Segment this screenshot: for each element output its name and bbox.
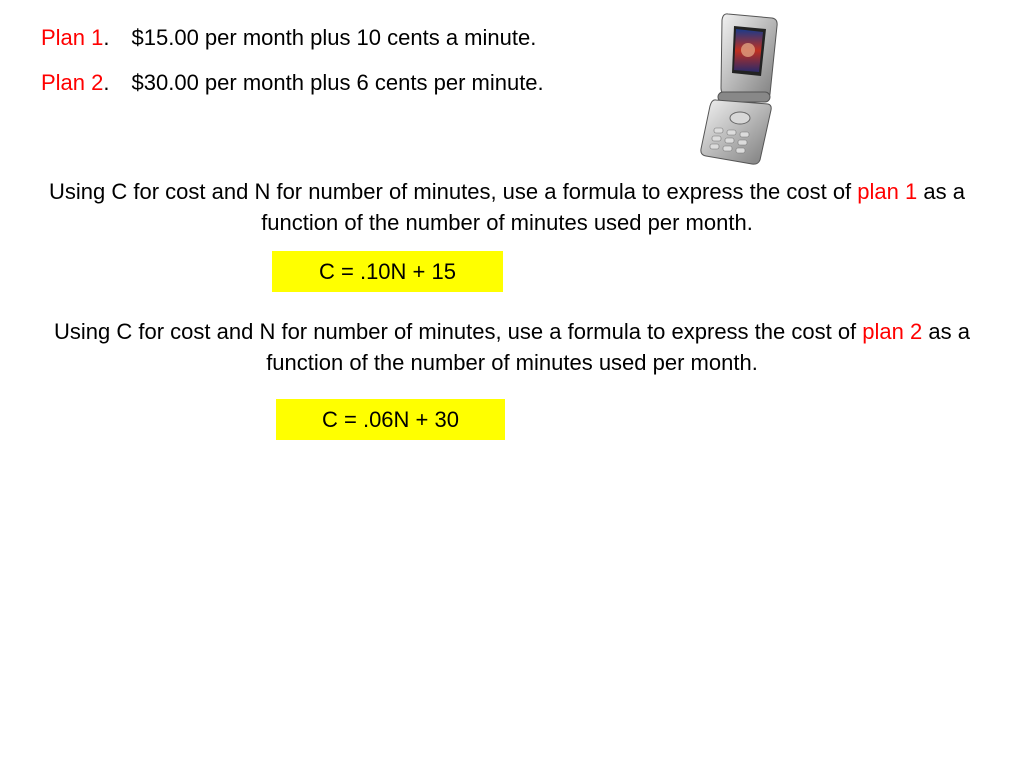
plan-1-description: $15.00 per month plus 10 cents a minute.	[131, 25, 537, 50]
plan-2-line	[41, 70, 544, 96]
flip-phone-icon	[688, 10, 788, 166]
plan-1-punct: .	[103, 25, 110, 50]
plan-2-punct: .	[103, 70, 110, 95]
answer-2-formula: C = .06N + 30	[322, 407, 459, 432]
answer-2-box	[276, 399, 505, 440]
question-1	[27, 176, 987, 238]
question-2-prefix: Using C for cost and N for number of minutes, use a formula to express the cost of	[54, 319, 863, 344]
answer-1-box	[272, 251, 503, 292]
answer-1-formula: C = .10N + 15	[319, 259, 456, 284]
plan-1-line	[41, 25, 536, 51]
plan-1-name: Plan 1	[41, 25, 104, 50]
question-2-highlight: plan 2	[862, 319, 923, 344]
question-1-highlight: plan 1	[857, 179, 918, 204]
question-1-prefix: Using C for cost and N for number of minutes, use a formula to express the cost of	[49, 179, 858, 204]
plan-2-name: Plan 2	[41, 70, 104, 95]
question-1-suffix: as a function of the number of minutes used per month.	[261, 179, 965, 235]
question-2	[32, 316, 992, 378]
plan-2-description: $30.00 per month plus 6 cents per minute.	[131, 70, 544, 95]
question-2-suffix: as a function of the number of minutes used per month.	[266, 319, 970, 375]
